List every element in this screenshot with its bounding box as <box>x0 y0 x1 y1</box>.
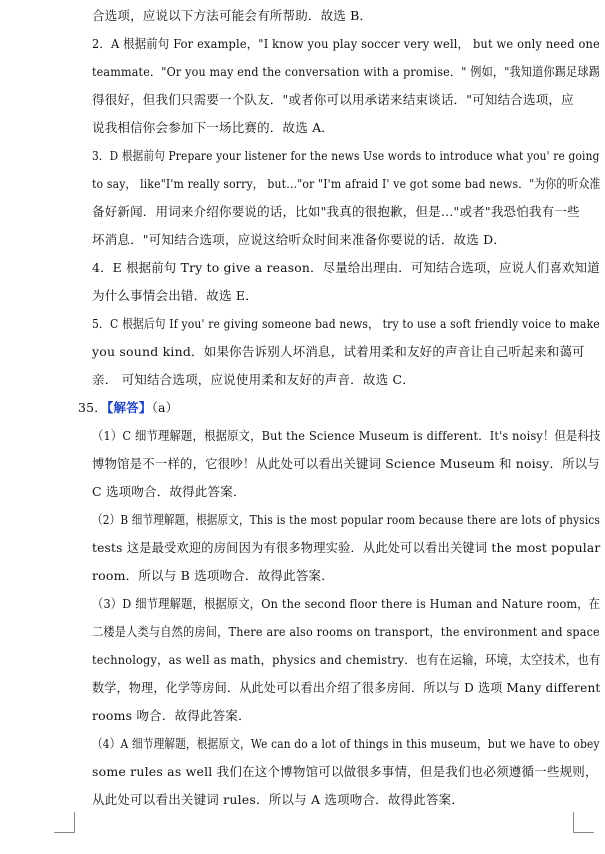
answer-part: （a） <box>151 400 179 415</box>
text-line: to say， like"I'm really sorry， but…"or "I'm afraid I' ve got some bad news．"为你的听众准 <box>92 176 601 191</box>
text-line: （2）B 细节理解题，根据原文，This is the most popular room because there are lots of physics <box>92 512 601 527</box>
text-line: rooms 吻合．故得此答案． <box>92 708 251 723</box>
text-line: 博物馆是不一样的，它很吵！从此处可以看出关键词 Science Museum 和 noisy．所以与 <box>92 456 600 471</box>
text-line: （1）C 细节理解题，根据原文，But the Science Museum is different．It's noisy！但是科技 <box>92 428 601 443</box>
answer-tag: 【解答】 <box>107 400 152 415</box>
question-number: 35． <box>78 400 108 415</box>
text-line: 合选项，应说以下方法可能会有所帮助．故选 B． <box>92 8 373 23</box>
text-line: 5．C 根据后句 If you' re giving someone bad news， try to use a soft friendly voice to make <box>92 316 600 331</box>
text-line: teammate．"Or you may end the conversation with a promise．" 例如，"我知道你踢足球踢 <box>92 64 601 79</box>
text-line: 3．D 根据前句 Prepare your listener for the news Use words to introduce what you' re going <box>92 148 600 163</box>
text-line: （4）A 细节理解题，根据原文，We can do a lot of things in this museum，but we have to obey <box>92 736 600 751</box>
margin-corner-mark <box>54 812 75 833</box>
text-line: 说我相信你会参加下一场比赛的．故选 A． <box>92 120 335 135</box>
text-line: 备好新闻．用词来介绍你要说的话，比如"我真的很抱歉，但是…"或者"我恐怕我有一些 <box>92 204 580 219</box>
text-line: tests 这是最受欢迎的房间因为有很多物理实验．从此处可以看出关键词 the most popular <box>92 540 601 555</box>
text-line: 4．E 根据前句 Try to give a reason．尽量给出理由．可知结合选项，应说人们喜欢知道 <box>92 260 600 275</box>
text-line: 数学，物理，化学等房间．从此处可以看出介绍了很多房间．所以与 D 选项 Many different <box>92 680 601 695</box>
text-line: 从此处可以看出关键词 rules．所以与 A 选项吻合．故得此答案． <box>92 792 465 807</box>
text-line: 亲． 可知结合选项，应说使用柔和友好的声音．故选 C． <box>92 372 415 387</box>
text-line: 得很好，但我们只需要一个队友．"或者你可以用承诺来结束谈话．"可知结合选项，应 <box>92 92 574 107</box>
question-35-heading <box>78 400 178 416</box>
text-line: C 选项吻合．故得此答案． <box>92 484 246 499</box>
text-line: room．所以与 B 选项吻合．故得此答案． <box>92 568 334 583</box>
text-line: 为什么事情会出错．故选 E． <box>92 288 258 303</box>
text-line: （3）D 细节理解题，根据原文，On the second floor there is Human and Nature room，在 <box>92 596 601 611</box>
text-line: technology，as well as math，physics and chemistry．也有在运输，环境，太空技术，也有 <box>92 652 601 667</box>
text-line: 2．A 根据前句 For example，"I know you play soccer very well， but we only need one <box>92 36 600 51</box>
text-line: you sound kind．如果你告诉别人坏消息，试着用柔和友好的声音让自己听起来和蔼可 <box>92 344 585 359</box>
text-line: 二楼是人类与自然的房间，There are also rooms on transport，the environment and space <box>92 624 600 639</box>
text-line: some rules as well 我们在这个博物馆可以做很多事情，但是我们也必须遵循一些规则， <box>92 764 598 779</box>
text-line: 坏消息．"可知结合选项，应说这给听众时间来准备你要说的话．故选 D． <box>92 232 507 247</box>
margin-corner-mark <box>573 812 594 833</box>
